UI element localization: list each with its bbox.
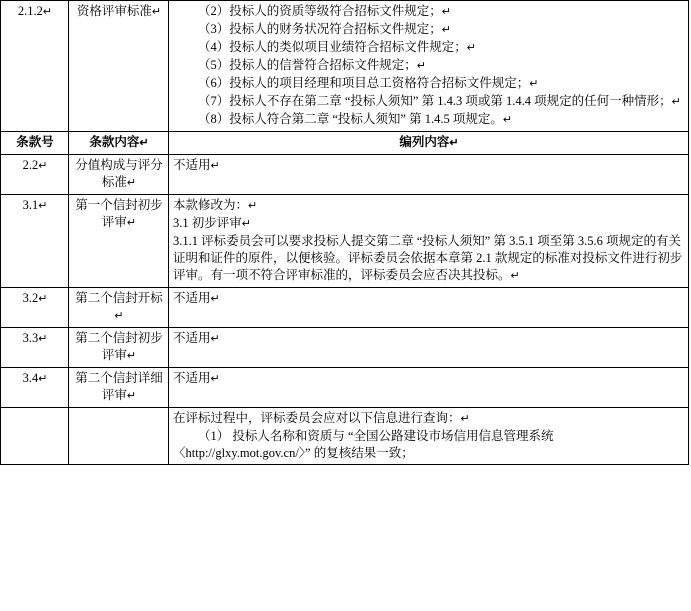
row-clause-content: 不适用↵ bbox=[169, 288, 689, 328]
paragraph-mark-icon: ↵ bbox=[126, 177, 137, 189]
row-clause-number: 3.3↵ bbox=[1, 328, 69, 368]
paragraph-mark-icon: ↵ bbox=[210, 293, 220, 305]
row-clause-content: 不适用↵ bbox=[169, 368, 689, 408]
row-clause-title: 资格评审标准↵ bbox=[69, 1, 169, 132]
header-clause-content: 编列内容↵ bbox=[169, 132, 689, 155]
row-clause-number: 3.1↵ bbox=[1, 195, 69, 288]
row-clause-content: 本款修改为：↵ 3.1 初步评审↵ 3.1.1 评标委员会可以要求投标人提交第二章 “投标人须知” 第 3.5.1 项至第 3.5.6 项规定的有关证明和证件的原件，以便核验。评标委员会依据本章第 2.1 款规定的标准对投标文件进行初步评审。有一项不符合评审标准的，评标委员会应否决其投标。↵ bbox=[169, 195, 689, 288]
row-clause-title: 第二个信封初步评审↵ bbox=[69, 328, 169, 368]
paragraph-mark-icon: ↵ bbox=[441, 24, 451, 36]
paragraph-mark-icon: ↵ bbox=[38, 160, 48, 172]
row-clause-content: （2）投标人的资质等级符合招标文件规定；↵ （3）投标人的财务状况符合招标文件规定；↵ （4）投标人的类似项目业绩符合招标文件规定；↵ （5）投标人的信誉符合招标文件规定；↵ （6）投标人的项目经理和项目总工资格符合招标文件规定；↵ （7）投标人不存在第二章 “投标人须知” 第 1.4.3 项或第 1.4.4 项规定的任何一种情形；↵ （8）投标人符合第二章 “投标人须知” 第 1.4.5 项规定。↵ bbox=[169, 1, 689, 132]
row-clause-content: 不适用↵ bbox=[169, 328, 689, 368]
table-row bbox=[1, 288, 689, 328]
row-clause-number: 3.4↵ bbox=[1, 368, 69, 408]
paragraph-mark-icon: ↵ bbox=[38, 293, 48, 305]
paragraph-mark-icon: ↵ bbox=[126, 390, 137, 402]
table-row bbox=[1, 1, 689, 132]
paragraph-mark-icon: ↵ bbox=[449, 137, 459, 149]
row-clause-content: 不适用↵ bbox=[169, 155, 689, 195]
paragraph-mark-icon: ↵ bbox=[38, 373, 48, 385]
paragraph-mark-icon: ↵ bbox=[510, 270, 520, 282]
paragraph-mark-icon: ↵ bbox=[671, 96, 681, 108]
row-clause-number: 2.1.2↵ bbox=[1, 1, 69, 132]
row-clause-number: 2.2↵ bbox=[1, 155, 69, 195]
table-row bbox=[1, 195, 689, 288]
row-clause-number: 3.2↵ bbox=[1, 288, 69, 328]
row-clause-content: 在评标过程中，评标委员会应对以下信息进行查询：↵ （1） 投标人名称和资质与 “全国公路建设市场信用信息管理系统〈http://glxy.mot.gov.cn/〉” 的复核结果一致； bbox=[169, 408, 689, 465]
paragraph-mark-icon: ↵ bbox=[416, 60, 426, 72]
paragraph-mark-icon: ↵ bbox=[38, 200, 48, 212]
table-row bbox=[1, 408, 689, 465]
paragraph-mark-icon: ↵ bbox=[502, 114, 513, 126]
paragraph-mark-icon: ↵ bbox=[126, 350, 137, 362]
row-clause-title bbox=[69, 408, 169, 465]
paragraph-mark-icon: ↵ bbox=[441, 6, 451, 18]
paragraph-mark-icon: ↵ bbox=[139, 137, 149, 149]
table-row bbox=[1, 155, 689, 195]
paragraph-mark-icon: ↵ bbox=[42, 6, 53, 18]
row-clause-title: 分值构成与评分标准↵ bbox=[69, 155, 169, 195]
paragraph-mark-icon: ↵ bbox=[466, 42, 476, 54]
paragraph-mark-icon: ↵ bbox=[248, 200, 258, 212]
row-clause-title: 第二个信封开标↵ bbox=[69, 288, 169, 328]
row-clause-number bbox=[1, 408, 69, 465]
table-row bbox=[1, 368, 689, 408]
paragraph-mark-icon: ↵ bbox=[529, 78, 539, 90]
paragraph-mark-icon: ↵ bbox=[210, 160, 220, 172]
header-clause-title: 条款内容↵ bbox=[69, 132, 169, 155]
paragraph-mark-icon: ↵ bbox=[126, 217, 137, 229]
paragraph-mark-icon: ↵ bbox=[114, 310, 124, 322]
paragraph-mark-icon: ↵ bbox=[38, 333, 48, 345]
table-row bbox=[1, 328, 689, 368]
paragraph-mark-icon: ↵ bbox=[210, 373, 220, 385]
paragraph-mark-icon: ↵ bbox=[210, 333, 220, 345]
table-header-row bbox=[1, 132, 689, 155]
paragraph-mark-icon: ↵ bbox=[460, 413, 470, 425]
row-clause-title: 第二个信封详细评审↵ bbox=[69, 368, 169, 408]
paragraph-mark-icon: ↵ bbox=[151, 6, 162, 18]
paragraph-mark-icon: ↵ bbox=[241, 218, 251, 230]
header-clause-number: 条款号 bbox=[1, 132, 69, 155]
row-clause-title: 第一个信封初步评审↵ bbox=[69, 195, 169, 288]
